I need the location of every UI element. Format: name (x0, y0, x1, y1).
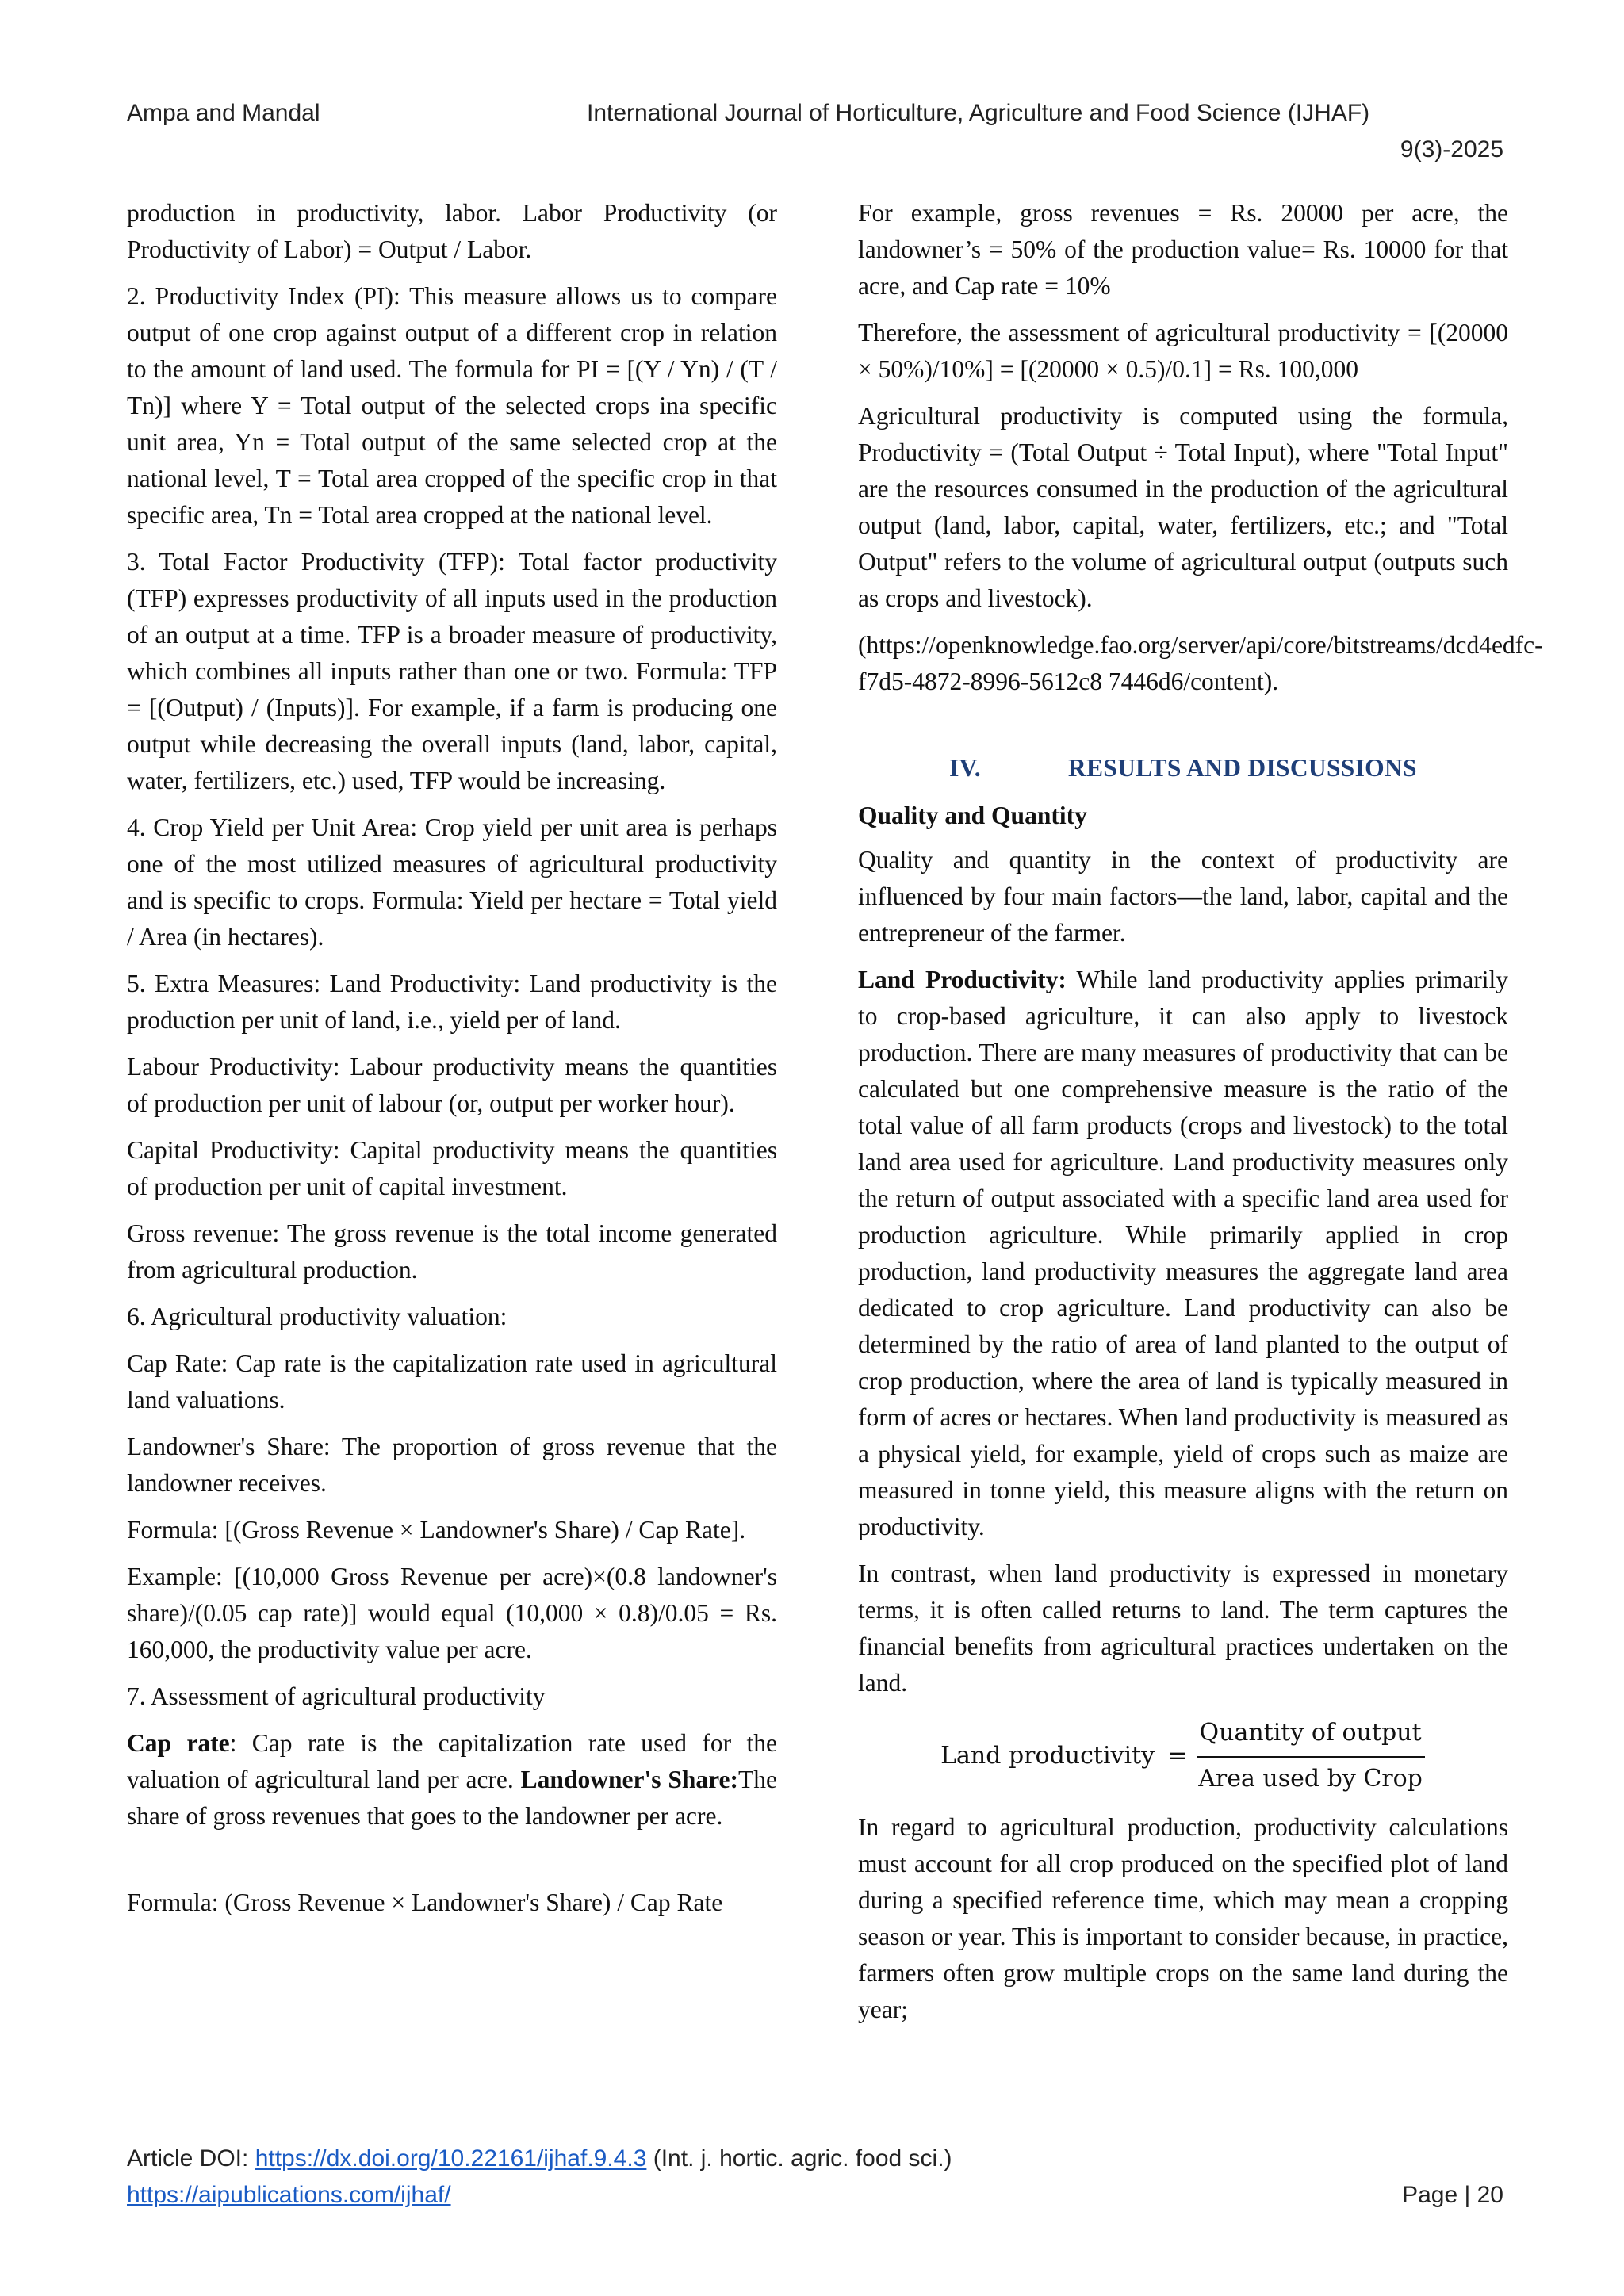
site-link[interactable]: https://aipublications.com/ijhaf/ (127, 2182, 451, 2208)
formula-fraction (1195, 1715, 1426, 1797)
paragraph: Therefore, the assessment of agricultural productivity = [(20000 × 50%)/10%] = [(20000 × 0.5)/0.1] = Rs. 100,000 (858, 319, 1508, 383)
paragraph: 7. Assessment of agricultural productivity (127, 1682, 546, 1710)
paragraph: 4. Crop Yield per Unit Area: Crop yield per unit area is perhaps one of the most utilized measures of agricultural productivity and is specific to crops. Formula: Yield per hectare = Total yield / Area (in hectares). (127, 813, 777, 951)
paragraph: Cap Rate: Cap rate is the capitalization rate used in agricultural land valuations. (127, 1349, 777, 1414)
paragraph: 2. Productivity Index (PI): This measure allows us to compare output of one crop against output of a different crop in relation to the amount of land used. The formula for PI = [(Y / Yn) / (T / Tn)] where Y = Total output of the selected crops ina specific unit area, Yn = Total output of the same selected crop at the national level, T = Total area cropped of the specific crop in that specific area, Tn = Total area cropped at the national level. (127, 282, 777, 529)
land-productivity-text: While land productivity applies primarily to crop-based agriculture, it can also apply to livestock production. There are many measures of productivity that can be calculated but one comprehensive measure is the ratio of the total value of all farm products (crops and livestock) to the total land area used for agriculture. Land productivity measures only the return of output associated with a specific land area used for production agriculture. While primarily applied in crop production, land productivity measures the aggregate land area dedicated to crop agriculture. Land productivity can also be determined by the ratio of area of land planted to the output of crop production, where the area of land is typically measured in form of acres or hectares. When land productivity is measured as a physical yield, for example, yield of crops such as maize are measured in tonne yield, this measure aligns with the return on productivity. (858, 966, 1508, 1540)
section-heading (858, 750, 1508, 786)
formula-equals: = (1167, 1742, 1188, 1770)
spacer (127, 1845, 777, 1885)
land-productivity-paragraph (858, 962, 1508, 1545)
right-column (858, 195, 1543, 2038)
paragraph: Quality and quantity in the context of productivity are influenced by four main factors—the land, labor, capital and the entrepreneur of the farmer. (858, 846, 1508, 947)
paragraph: 5. Extra Measures: Land Productivity: Land productivity is the production per unit of land, i.e., yield per of land. (127, 970, 777, 1034)
land-productivity-term: Land Productivity: (858, 966, 1067, 993)
doi-suffix: (Int. j. hortic. agric. food sci.) (646, 2145, 952, 2172)
section-title: RESULTS AND DISCUSSIONS (1067, 754, 1417, 782)
paragraph: Formula: [(Gross Revenue × Landowner's Share) / Cap Rate]. (127, 1516, 746, 1544)
paragraph: Gross revenue: The gross revenue is the total income generated from agricultural production. (127, 1219, 777, 1284)
paragraph: Formula: (Gross Revenue × Landowner's Share) / Cap Rate (127, 1888, 723, 1916)
landowner-share-term: Landowner's Share: (520, 1766, 739, 1793)
land-productivity-formula (858, 1712, 1508, 1800)
formula-lhs: Land productivity (940, 1742, 1155, 1770)
spacer (858, 710, 1508, 750)
landowner-share-text: The share of gross revenues that goes to the landowner per acre. (127, 1766, 777, 1830)
reference-url: (https://openknowledge.fao.org/server/api/core/bitstreams/dcd4edfc-f7d5-4872-8996-5612c8 7446d6/content). (858, 631, 1543, 695)
header-journal: International Journal of Horticulture, Agriculture and Food Science (IJHAF) (587, 100, 1370, 126)
cap-rate-term: Cap rate (127, 1729, 230, 1757)
cap-rate-text: : Cap rate is the capitalization rate used for the valuation of agricultural land per acre. (127, 1729, 777, 1793)
footer-doi (127, 2145, 952, 2172)
header-authors: Ampa and Mandal (127, 100, 320, 126)
paragraph: In regard to agricultural production, productivity calculations must account for all crop produced on the specified plot of land during a specified reference time, which may mean a cropping season or year. This is important to consider because, in practice, farmers often grow multiple crops on the same land during the year; (858, 1813, 1508, 2023)
paragraph: production in productivity, labor. Labor Productivity (or Productivity of Labor) = Output / Labor. (127, 199, 777, 263)
doi-link[interactable]: https://dx.doi.org/10.22161/ijhaf.9.4.3 (255, 2145, 647, 2172)
left-column (127, 195, 777, 1931)
subheading: Quality and Quantity (858, 802, 1087, 829)
section-number: IV. (949, 754, 981, 782)
paragraph: 6. Agricultural productivity valuation: (127, 1303, 508, 1330)
formula-denominator: Area used by Crop (1198, 1765, 1423, 1793)
paragraph: Labour Productivity: Labour productivity means the quantities of production per unit of labour (or, output per worker hour). (127, 1053, 777, 1117)
paragraph: Landowner's Share: The proportion of gross revenue that the landowner receives. (127, 1433, 777, 1497)
paragraph: For example, gross revenues = Rs. 20000 per acre, the landowner’s = 50% of the production value= Rs. 10000 for that acre, and Cap rate = 10% (858, 199, 1508, 300)
paragraph: Capital Productivity: Capital productivity means the quantities of production per unit of capital investment. (127, 1136, 777, 1200)
doi-label: Article DOI: (127, 2145, 255, 2172)
formula-numerator: Quantity of output (1197, 1715, 1425, 1758)
cap-rate-paragraph (127, 1725, 777, 1835)
footer-site (127, 2182, 451, 2209)
header-issue: 9(3)-2025 (1400, 136, 1503, 163)
paragraph: 3. Total Factor Productivity (TFP): Total factor productivity (TFP) expresses productivity of all inputs used in the production of an output at a time. TFP is a broader measure of productivity, which combines all inputs rather than one or two. Formula: TFP = [(Output) / (Inputs)]. For example, if a farm is producing one output while decreasing the overall inputs (land, labor, capital, water, fertilizers, etc.) used, TFP would be increasing. (127, 548, 777, 794)
paragraph: In contrast, when land productivity is expressed in monetary terms, it is often called returns to land. The term captures the financial benefits from agricultural practices undertaken on the land. (858, 1559, 1508, 1697)
paragraph: Agricultural productivity is computed using the formula, Productivity = (Total Output ÷ Total Input), where "Total Input" are the resources consumed in the production of the agricultural output (land, labor, capital, water, fertilizers, etc.; and "Total Output" refers to the volume of agricultural output (outputs such as crops and livestock). (858, 402, 1508, 612)
paragraph: Example: [(10,000 Gross Revenue per acre)×(0.8 landowner's share)/(0.05 cap rate)] would equal (10,000 × 0.8)/0.05 = Rs. 160,000, the productivity value per acre. (127, 1563, 777, 1663)
page-number: Page | 20 (1402, 2182, 1503, 2208)
